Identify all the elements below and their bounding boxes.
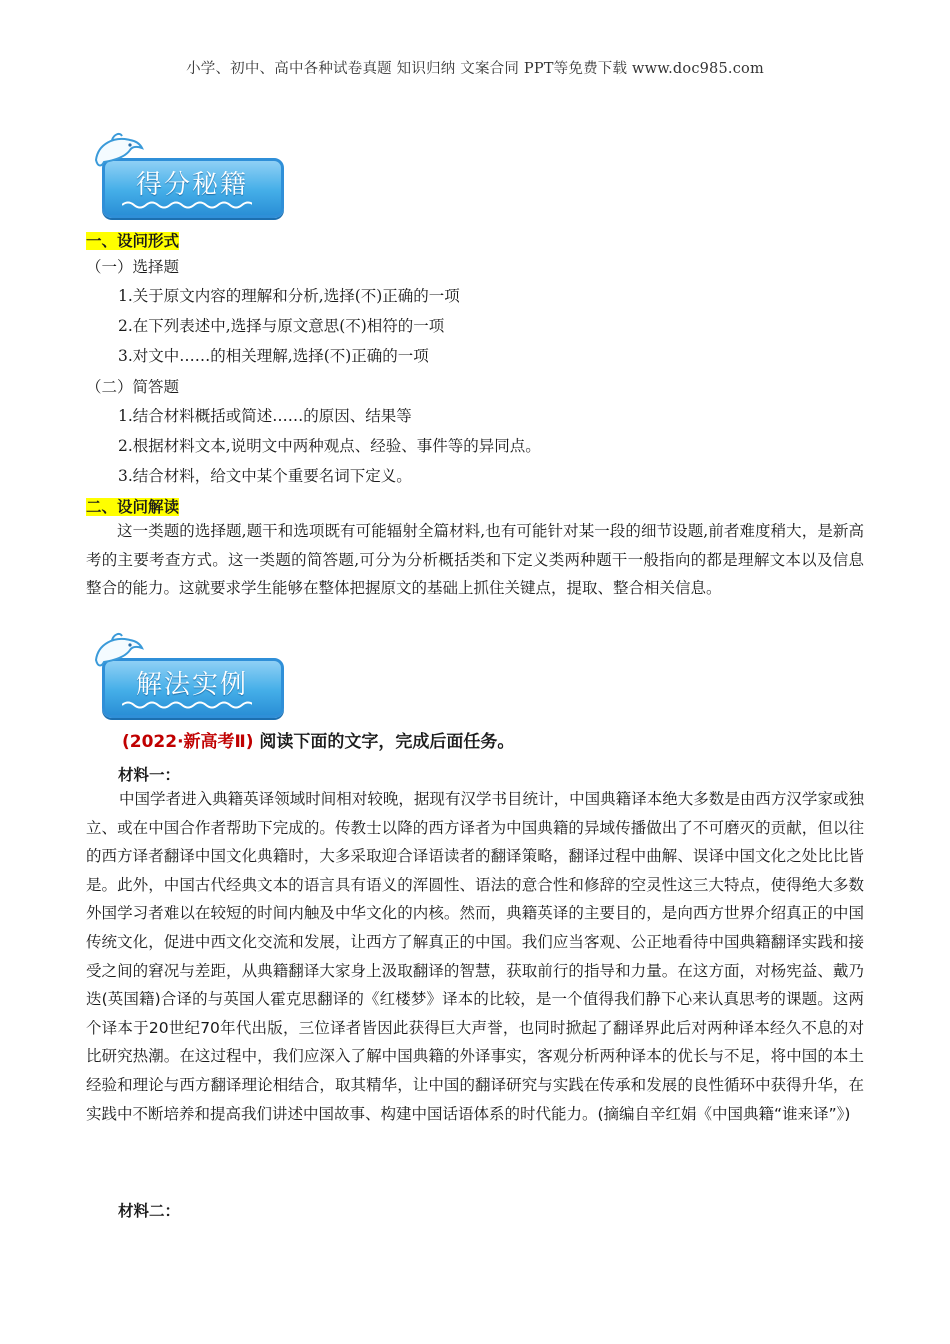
material1-text: 中国学者进入典籍英译领域时间相对较晚，据现有汉学书目统计，中国典籍译本绝大多数是由西方汉学家或独立、或在中国合作者帮助下完成的。传教士以降的西方译者为中国典籍的异域传播做出了不可磨灭的贡献，但以往的西方译者翻译中国文化典籍时，大多采取迎合译语读者的翻译策略，翻译过程中曲解、误译中国文化之处比比皆是。此外，中国古代经典文本的语言具有语义的浑圆性、语法的意合性和修辞的空灵性这三大特点，使得绝大多数外国学习者难以在较短的时间内触及中华文化的内核。然而，典籍英译的主要目的，是向西方世界介绍真正的中国传统文化，促进中西文化交流和发展，让西方了解真正的中国。我们应当客观、公正地看待中国典籍翻译实践和接受之间的窘况与差距，从典籍翻译大家身上汲取翻译的智慧，获取前行的指导和力量。在这方面，对杨宪益、戴乃迭(英国籍)合译的与英国人霍克思翻译的《红楼梦》译本的比较，是一个值得我们静下心来认真思考的课题。这两个译本于20世纪70年代出版，三位译者皆因此获得巨大声誉，也同时掀起了翻译界此后对两种译本经久不息的对比研究热潮。在这过程中，我们应深入了解中国典籍的外译事实，客观分析两种译本的优长与不足，将中国的本土经验和理论与西方翻译理论相结合，取其精华，让中国的翻译研究与实践在传承和发展的良性循环中获得升华，在实践中不断培养和提高我们讲述中国故事、构建中国话语体系的时代能力。(摘编自辛红娟《中国典籍“谁来译”》) — [86, 790, 864, 1123]
list-item: 1.结合材料概括或简述……的原因、结果等 — [118, 407, 412, 425]
group-title-choice: （一）选择题 — [86, 258, 180, 276]
list-item: 3.结合材料，给文中某个重要名词下定义。 — [118, 467, 412, 485]
interpretation-paragraph: 这一类题的选择题,题干和选项既有可能辐射全篇材料,也有可能针对某一段的细节设题,前者难度稍大，是新高考的主要考查方式。这一类题的简答题,可分为分析概括类和下定义类两种题干一般指向的都是理解文本以及信息整合的能力。这就要求学生能够在整体把握原文的基础上抓住关键点，提取、整合相关信息。 — [86, 522, 864, 597]
section-banner-scoring-tips — [96, 148, 296, 218]
wave-decoration-icon — [122, 700, 252, 710]
example-title — [122, 727, 514, 752]
page-header: 小学、初中、高中各种试卷真题 知识归纳 文案合同 PPT等免费下载 www.doc985.com — [186, 61, 764, 77]
wave-decoration-icon — [122, 200, 252, 210]
material2-label: 材料二： — [118, 1202, 181, 1220]
example-source: (2022·新高考Ⅱ) — [122, 732, 254, 752]
list-item: 2.根据材料文本,说明文中两种观点、经验、事件等的异同点。 — [118, 437, 541, 455]
section-banner-solution-examples — [96, 648, 296, 718]
list-item: 2.在下列表述中,选择与原文意思(不)相符的一项 — [118, 317, 445, 335]
list-item: 1.关于原文内容的理解和分析,选择(不)正确的一项 — [118, 287, 460, 305]
banner-label: 得分秘籍 — [136, 170, 249, 200]
section-heading-question-forms: 一、设问形式 — [86, 232, 180, 250]
banner-label: 解法实例 — [136, 670, 249, 700]
example-instruction: 阅读下面的文字，完成后面任务。 — [253, 732, 515, 752]
list-item: 3.对文中……的相关理解,选择(不)正确的一项 — [118, 347, 429, 365]
group-title-short-answer: （二）简答题 — [86, 378, 180, 396]
section-heading-question-interpretation: 二、设问解读 — [86, 498, 180, 516]
material1-label: 材料一： — [118, 766, 181, 784]
